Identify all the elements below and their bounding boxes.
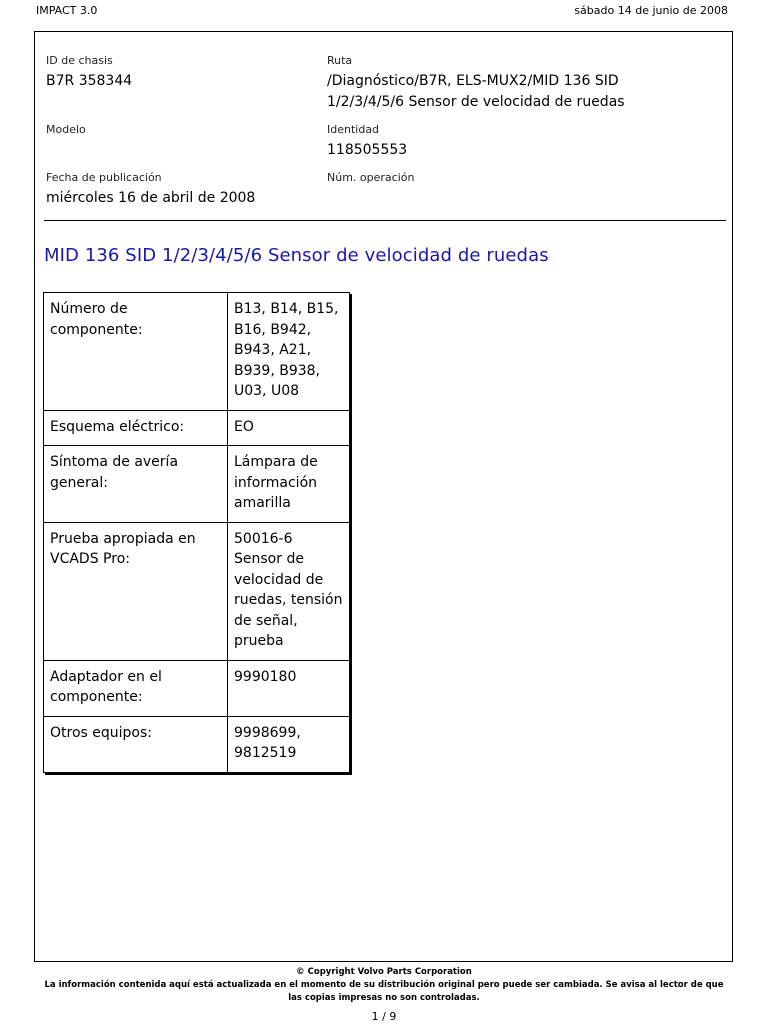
route-label: Ruta — [327, 54, 353, 67]
publication-date-value: miércoles 16 de abril de 2008 — [46, 190, 256, 206]
model-label: Modelo — [46, 123, 86, 136]
page-number: 1 / 9 — [371, 1010, 397, 1023]
table-value: EO — [228, 410, 350, 446]
table-value: 9990180 — [228, 660, 350, 716]
page-title: MID 136 SID 1/2/3/4/5/6 Sensor de velocidad de ruedas — [44, 245, 549, 266]
publication-date-field — [46, 171, 306, 209]
identity-field — [327, 123, 727, 161]
identity-label: Identidad — [327, 123, 380, 136]
table-value: Lámpara de información amarilla — [228, 446, 350, 523]
table-row — [44, 522, 350, 660]
table-row — [44, 660, 350, 716]
spec-table — [43, 292, 350, 773]
operation-number-field — [327, 171, 727, 188]
table-key: Esquema eléctrico: — [44, 410, 228, 446]
table-row — [44, 446, 350, 523]
table-value: 9998699, 9812519 — [228, 716, 350, 772]
model-field — [46, 123, 306, 140]
page-footer — [40, 966, 728, 1005]
route-value — [327, 71, 727, 113]
table-key: Prueba apropiada en VCADS Pro: — [44, 522, 228, 660]
identity-value: 118505553 — [327, 142, 408, 158]
header-divider — [44, 220, 726, 221]
table-key: Número de componente: — [44, 293, 228, 411]
table-key: Otros equipos: — [44, 716, 228, 772]
table-row — [44, 410, 350, 446]
operation-number-label: Núm. operación — [327, 171, 415, 184]
route-value-line2: 1/2/3/4/5/6 Sensor de velocidad de ruedas — [327, 94, 625, 110]
copyright-notice: © Copyright Volvo Parts Corporation — [296, 967, 472, 977]
table-row — [44, 293, 350, 411]
table-value: B13, B14, B15, B16, B942, B943, A21, B939, B938, U03, U08 — [228, 293, 350, 411]
app-name: IMPACT 3.0 — [36, 4, 98, 17]
chassis-value: B7R 358344 — [46, 73, 133, 89]
table-value: 50016-6 Sensor de velocidad de ruedas, tensión de señal, prueba — [228, 522, 350, 660]
document-frame — [34, 31, 733, 962]
top-header — [36, 4, 728, 18]
print-date: sábado 14 de junio de 2008 — [574, 4, 728, 17]
route-field — [327, 54, 727, 113]
chassis-field — [46, 54, 306, 92]
publication-date-label: Fecha de publicación — [46, 171, 162, 184]
chassis-label: ID de chasis — [46, 54, 113, 67]
table-key: Adaptador en el componente: — [44, 660, 228, 716]
disclaimer-text: La información contenida aquí está actualizada en el momento de su distribución original pero puede ser cambiada. Se avisa al lector de que las copias impresas no son controladas. — [44, 980, 724, 1003]
route-value-line1: /Diagnóstico/B7R, ELS-MUX2/MID 136 SID — [327, 73, 619, 89]
table-row — [44, 716, 350, 772]
table-key: Síntoma de avería general: — [44, 446, 228, 523]
